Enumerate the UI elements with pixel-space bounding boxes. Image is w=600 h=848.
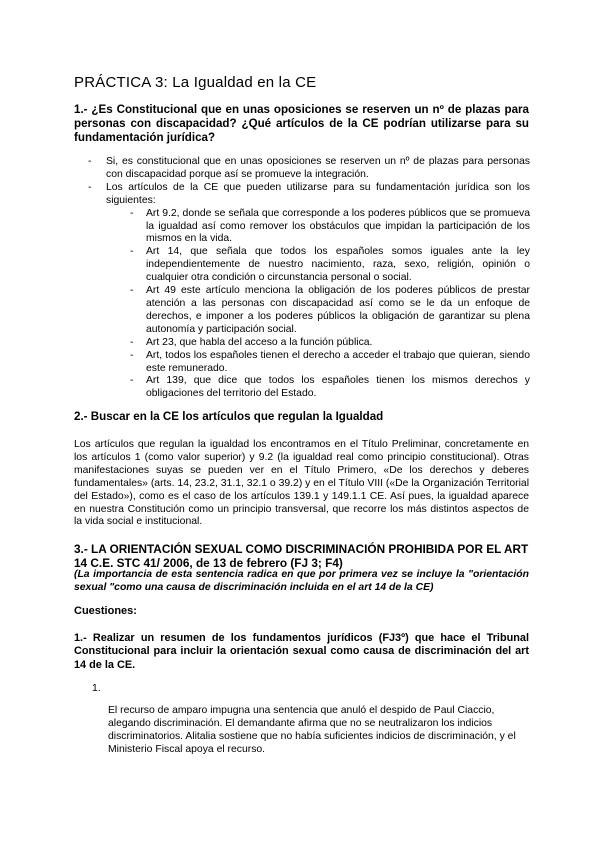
answer-item-articles: [88, 182, 530, 401]
question-1-heading: 1.- ¿Es Constitucional que en unas oposiciones se reserven un nº de plazas para personas con discapacidad? ¿Qué artículos de la CE podrían utilizarse para su fundamentación jurídica?: [74, 103, 529, 144]
answer-item-text: Los artículos de la CE que pueden utilizarse para su fundamentación jurídica son los siguientes:: [106, 181, 530, 206]
article-item: - Art 139, que dice que todos los españoles tienen los mismos derechos y obligaciones del territorio del Estado.: [128, 375, 530, 401]
list-number: 1.: [92, 683, 101, 694]
summary-paragraph: El recurso de amparo impugna una sentencia que anuló el despido de Paul Ciaccio, alegando discriminación. El demandante afirma que no se neutralizaron los indicios discriminatorios. Alitalia sostiene que no había suficientes indicios de discriminación, y el Ministerio Fiscal apoya el recurso.: [108, 705, 516, 755]
article-item: - Art 9.2, donde se señala que corresponde a los poderes públicos que se promueva la igualdad así como remover los obstáculos que impidan la participación de los mismos en la vida.: [128, 208, 530, 247]
question-2-heading: 2.- Buscar en la CE los artículos que regulan la Igualdad: [74, 410, 384, 423]
article-item: - Art 23, que habla del acceso a la función pública.: [128, 337, 530, 350]
cuestiones-label: Cuestiones:: [74, 605, 137, 617]
question-3-note: (La importancia de esta sentencia radica en que por primera vez se incluye la "orientación sexual "como una causa de discriminación incluida en el art 14 de la CE): [74, 569, 529, 593]
articles-list: [128, 208, 530, 402]
article-item: - Art 14, que señala que todos los españoles somos iguales ante la ley independientemente de nuestro nacimiento, raza, sexo, religión, opinión o cualquier otra condición o circunstancia personal o social.: [128, 246, 530, 285]
answer-list: [88, 156, 530, 401]
article-item: - Art, todos los españoles tienen el derecho a acceder el trabajo que quieran, siendo este remunerado.: [128, 350, 530, 376]
article-item: - Art 49 este artículo menciona la obligación de los poderes públicos de prestar atención a las personas con discapacidad así como se le da un enfoque de derechos, e imponer a los poderes públicos la obligación de garantizar su plena autonomía y participación social.: [128, 285, 530, 337]
answer-item: - Si, es constitucional que en unas oposiciones se reserven un nº de plazas para personas con discapacidad porque así se promueve la integración.: [88, 156, 530, 182]
page-title: PRÁCTICA 3: La Igualdad en la CE: [74, 74, 317, 91]
cuestion-1-heading: 1.- Realizar un resumen de los fundamentos jurídicos (FJ3º) que hace el Tribunal Constitucional para incluir la orientación sexual como causa de discriminación del art 14 de la CE.: [74, 632, 529, 671]
question-3-heading: 3.- LA ORIENTACIÓN SEXUAL COMO DISCRIMINACIÓN PROHIBIDA POR EL ART 14 C.E. STC 41/ 2006, de 13 de febrero (FJ 3; F4): [74, 542, 529, 570]
question-2-body: Los artículos que regulan la igualdad los encontramos en el Título Preliminar, concretamente en los artículos 1 (como valor superior) y 9.2 (la igualdad real como principio constitucional). Otras manifestaciones suyas se pueden ver en el Título Primero, «De los derechos y deberes fundamentales» (arts. 14, 23.2, 31.1, 32.1 o 39.2) y en el Título VIII («De la Organización Territorial del Estado»), como es el caso de los artículos 139.1 y 149.1.1 CE. Así pues, la igualdad aparece en nuestra Constitución como un principio transversal, que recorre los más distintos aspectos de la vida social e institucional.: [74, 439, 529, 528]
